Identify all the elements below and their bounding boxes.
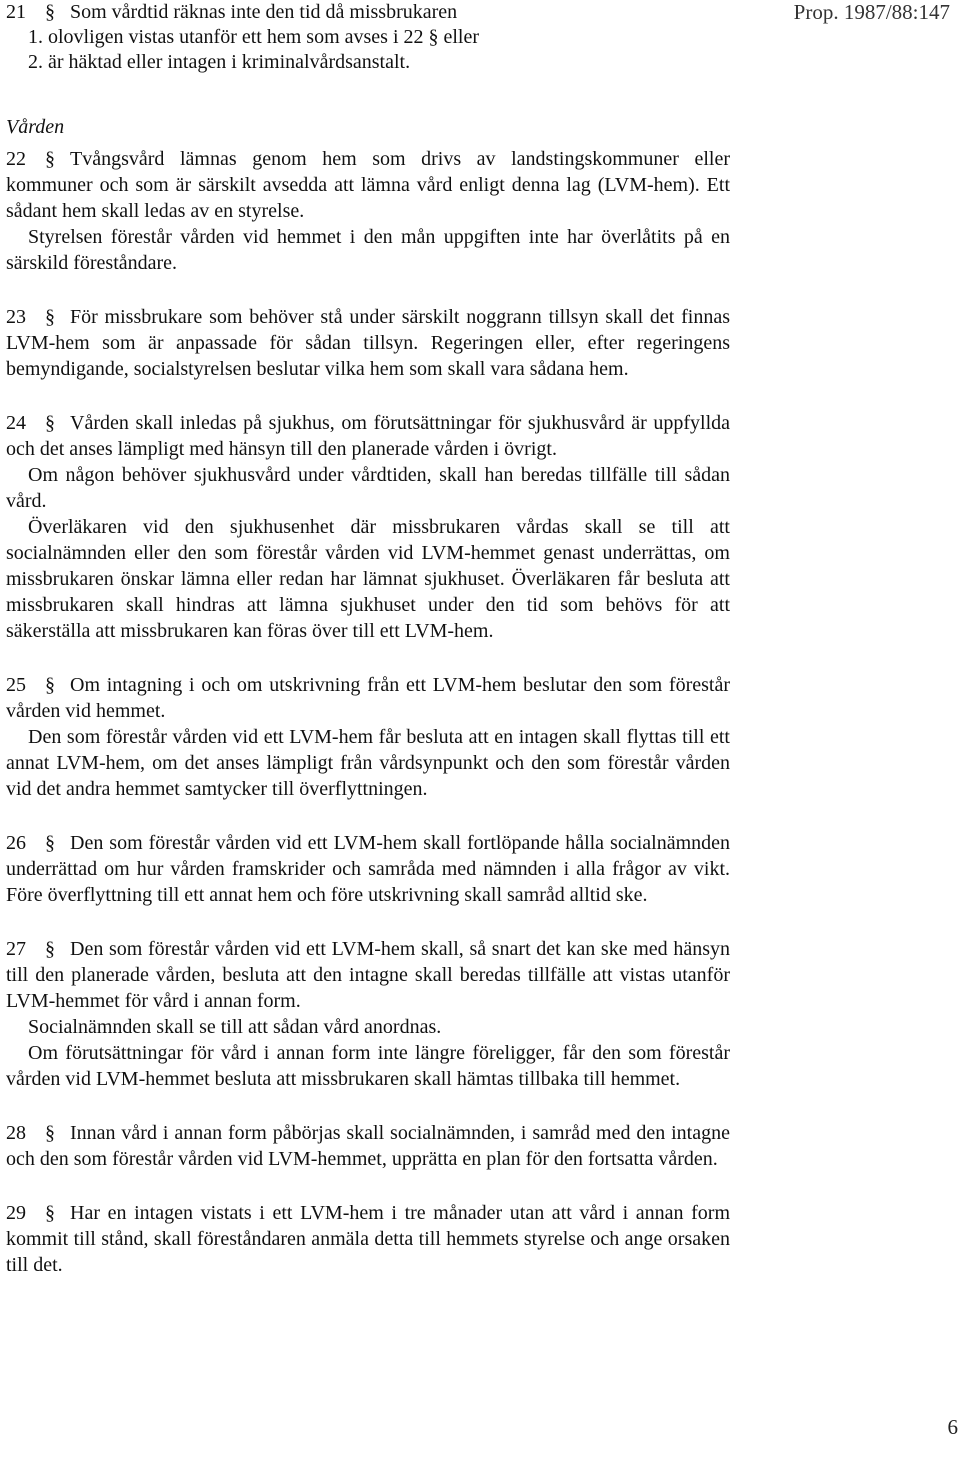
document-body — [6, 0, 730, 1278]
paragraph: Har en intagen vistats i ett LVM-hem i tre månader utan att vård i annan form kommit till stånd, skall föreståndaren anmäla detta till hemmets styrelse och ange orsaken till det. — [6, 1202, 730, 1276]
section-number: 27 — [6, 938, 26, 960]
paragraph: Socialnämnden skall se till att sådan vård anordnas. — [28, 1016, 442, 1038]
section-mark: § — [45, 938, 55, 960]
list-item-1: 1. olovligen vistas utanför ett hem som avses i 22 § eller — [28, 26, 480, 48]
section-number: 23 — [6, 306, 26, 328]
page-header-reference: Prop. 1987/88:147 — [793, 0, 950, 24]
paragraph: Den som förestår vården vid ett LVM-hem får besluta att en intagen skall flyttas till ett annat LVM-hem, om det anses lämpligt från vårdsynpunkt och den som förestår vården vid det andra hemmet samtycker till överflyttningen. — [6, 726, 730, 800]
paragraph: För missbrukare som behöver stå under särskilt noggrann tillsyn skall det finnas LVM-hem som är anpassade för sådan tillsyn. Regeringen eller, efter regeringens bemyndigande, socialstyrelsen beslutar vilka hem som skall vara sådana hem. — [6, 306, 730, 380]
section-text: Som vårdtid räknas inte den tid då missbrukaren — [70, 1, 458, 23]
section-mark: § — [45, 674, 55, 696]
section-23 — [6, 304, 730, 382]
section-heading: Vården — [6, 116, 65, 138]
section-mark: § — [45, 1122, 55, 1144]
paragraph: Om förutsättningar för vård i annan form inte längre föreligger, får den som förestår vården vid LVM-hemmet besluta att missbrukaren skall hämtas tillbaka till hemmet. — [6, 1042, 730, 1090]
paragraph: Styrelsen förestår vården vid hemmet i den mån uppgiften inte har överlåtits på en särskild föreståndare. — [6, 226, 730, 274]
section-28 — [6, 1120, 730, 1172]
section-25 — [6, 672, 730, 802]
paragraph: Tvångsvård lämnas genom hem som drivs av landstingskommuner eller kommuner och som är särskilt avsedda att lämna vård enligt denna lag (LVM-hem). Ett sådant hem skall ledas av en styrelse. — [6, 148, 730, 222]
paragraph: Vården skall inledas på sjukhus, om förutsättningar för sjukhusvård är uppfyllda och det anses lämpligt med hänsyn till den planerade vården i övrigt. — [6, 412, 730, 460]
paragraph: Den som förestår vården vid ett LVM-hem skall fortlöpande hålla socialnämnden underrättad om hur vården framskrider och samråda med nämnden i alla frågor av vikt. Före överflyttning till ett annat hem och före utskrivning skall samråd alltid ske. — [6, 832, 730, 906]
section-number: 25 — [6, 674, 26, 696]
list-item-2: 2. är häktad eller intagen i kriminalvårdsanstalt. — [28, 51, 411, 73]
section-mark: § — [45, 832, 55, 854]
section-number: 29 — [6, 1202, 26, 1224]
section-number: 21 — [6, 1, 26, 23]
section-number: 24 — [6, 412, 26, 434]
section-number: 22 — [6, 148, 26, 170]
section-29 — [6, 1200, 730, 1278]
section-mark: § — [45, 412, 55, 434]
paragraph: Om intagning i och om utskrivning från ett LVM-hem beslutar den som förestår vården vid hemmet. — [6, 674, 730, 722]
section-mark: § — [45, 306, 55, 328]
section-27 — [6, 936, 730, 1092]
section-24 — [6, 410, 730, 644]
section-22 — [6, 146, 730, 276]
section-number: 26 — [6, 832, 26, 854]
page-number: 6 — [947, 1415, 958, 1439]
section-21 — [6, 0, 730, 75]
section-mark: § — [45, 1202, 55, 1224]
paragraph: Överläkaren vid den sjukhusenhet där missbrukaren vårdas skall se till att socialnämnden eller den som förestår vården vid LVM-hemmet genast underrättas, om missbrukaren önskar lämna eller redan har lämnat sjukhuset. Överläkaren får besluta att missbrukaren skall hindras att lämna sjukhuset under den tid som behövs för att säkerställa att missbrukaren kan föras över till ett LVM-hem. — [6, 516, 730, 642]
paragraph: Om någon behöver sjukhusvård under vårdtiden, skall han beredas tillfälle till sådan vård. — [6, 464, 730, 512]
section-26 — [6, 830, 730, 908]
section-number: 28 — [6, 1122, 26, 1144]
section-mark: § — [45, 1, 55, 23]
paragraph: Den som förestår vården vid ett LVM-hem skall, så snart det kan ske med hänsyn till den planerade vården, besluta att den intagne skall beredas tillfälle att vistas utanför LVM-hemmet för vård i annan form. — [6, 938, 730, 1012]
section-mark: § — [45, 148, 55, 170]
paragraph: Innan vård i annan form påbörjas skall socialnämnden, i samråd med den intagne och den som förestår vården vid LVM-hemmet, upprätta en plan för den fortsatta vården. — [6, 1122, 730, 1170]
